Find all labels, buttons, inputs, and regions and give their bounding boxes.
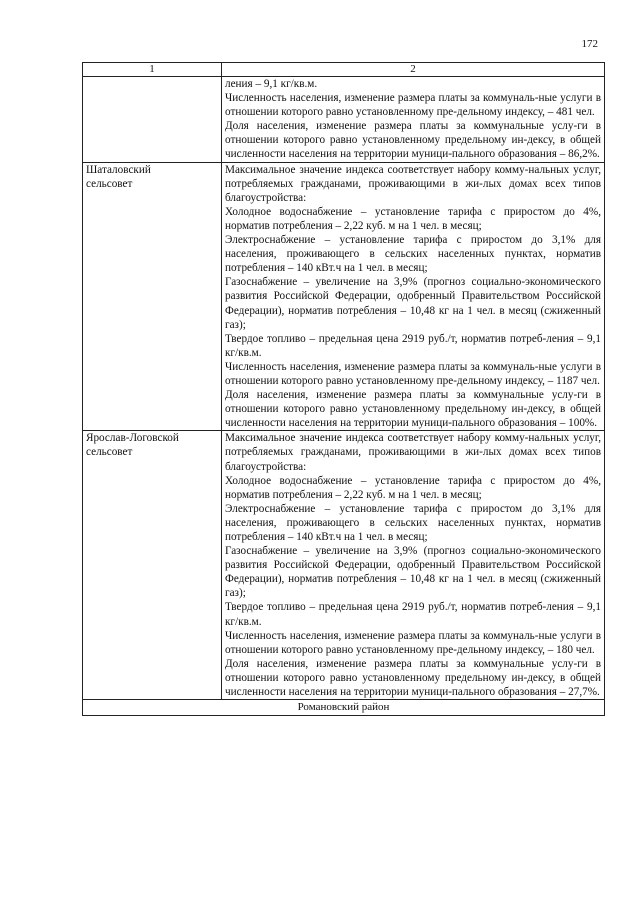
region-row bbox=[83, 700, 605, 716]
page-number: 172 bbox=[581, 38, 598, 50]
description-paragraph: Твердое топливо – предельная цена 2919 руб./т, норматив потреб-ления – 9,1 кг/кв.м. bbox=[225, 601, 601, 628]
municipality-name: Шаталовский сельсовет bbox=[83, 162, 222, 431]
table-row bbox=[83, 162, 605, 431]
municipality-name bbox=[83, 77, 222, 163]
municipality-name: Ярослав-Логовской сельсовет bbox=[83, 431, 222, 700]
description-paragraph: Газоснабжение – увеличение на 3,9% (прогноз социально-экономического развития Российской Федерации, одобренный Правительством Российской Федерации), норматив потребления – 10,48 кг на 1 чел. в месяц (сжиженный газ); bbox=[225, 545, 601, 600]
description-paragraph: ления – 9,1 кг/кв.м. bbox=[225, 78, 318, 90]
description-paragraph: Численность населения, изменение размера платы за коммуналь-ные услуги в отношении которого равно установленному пре-дельному индексу, – 481 чел. bbox=[225, 92, 601, 119]
description-paragraph: Доля населения, изменение размера платы за коммунальные услу-ги в отношении которого равно установленному предельному ин-дексу, в общей численности населения на территории муници-пального образования – 27,7%. bbox=[225, 657, 601, 699]
table-row bbox=[83, 77, 605, 163]
description-paragraph: Максимальное значение индекса соответствует набору комму-нальных услуг, потребляемых гражданами, проживающими в жи-лых домах всех типов благоустройства: bbox=[225, 163, 601, 204]
column-header-1: 1 bbox=[83, 63, 222, 77]
description-paragraph: Электроснабжение – установление тарифа с приростом до 3,1% для населения, проживающего в сельских населенных пунктах, норматив потребления – 140 кВт.ч на 1 чел. в месяц; bbox=[225, 502, 601, 543]
description-paragraph: Твердое топливо – предельная цена 2919 руб./т, норматив потреб-ления – 9,1 кг/кв.м. bbox=[225, 332, 601, 359]
description-cell bbox=[222, 162, 605, 431]
region-name: Романовский район bbox=[83, 700, 605, 716]
table-row bbox=[83, 431, 605, 700]
description-paragraph: Электроснабжение – установление тарифа с приростом до 3,1% для населения, проживающего в сельских населенных пунктах, норматив потребления – 140 кВт.ч на 1 чел. в месяц; bbox=[225, 234, 601, 275]
description-paragraph: Газоснабжение – увеличение на 3,9% (прогноз социально-экономического развития Российской Федерации, одобренный Правительством Российской Федерации), норматив потребления – 10,48 кг на 1 чел. в месяц (сжиженный газ); bbox=[225, 276, 601, 331]
table-header-row bbox=[83, 63, 605, 77]
description-cell bbox=[222, 77, 605, 163]
description-paragraph: Максимальное значение индекса соответствует набору комму-нальных услуг, потребляемых гражданами, проживающими в жи-лых домах всех типов благоустройства: bbox=[225, 432, 601, 473]
description-cell bbox=[222, 431, 605, 700]
description-paragraph: Доля населения, изменение размера платы за коммунальные услу-ги в отношении которого равно установленному предельному ин-дексу, в общей численности населения на территории муници-пального образования – 100%. bbox=[225, 389, 601, 430]
description-paragraph: Доля населения, изменение размера платы за коммунальные услу-ги в отношении которого равно установленному предельному ин-дексу, в общей численности населения на территории муници-пального образования – 86,2%. bbox=[225, 120, 601, 161]
description-paragraph: Численность населения, изменение размера платы за коммуналь-ные услуги в отношении которого равно установленному пре-дельному индексу, – 180 чел. bbox=[225, 629, 601, 656]
description-paragraph: Холодное водоснабжение – установление тарифа с приростом до 4%, норматив потребления – 2,22 куб. м на 1 чел. в месяц; bbox=[225, 474, 601, 501]
description-paragraph: Численность населения, изменение размера платы за коммуналь-ные услуги в отношении которого равно установленному пре-дельному индексу, – 1187 чел. bbox=[225, 360, 601, 387]
column-header-2: 2 bbox=[222, 63, 605, 77]
document-table bbox=[82, 62, 605, 716]
description-paragraph: Холодное водоснабжение – установление тарифа с приростом до 4%, норматив потребления – 2,22 куб. м на 1 чел. в месяц; bbox=[225, 205, 601, 232]
